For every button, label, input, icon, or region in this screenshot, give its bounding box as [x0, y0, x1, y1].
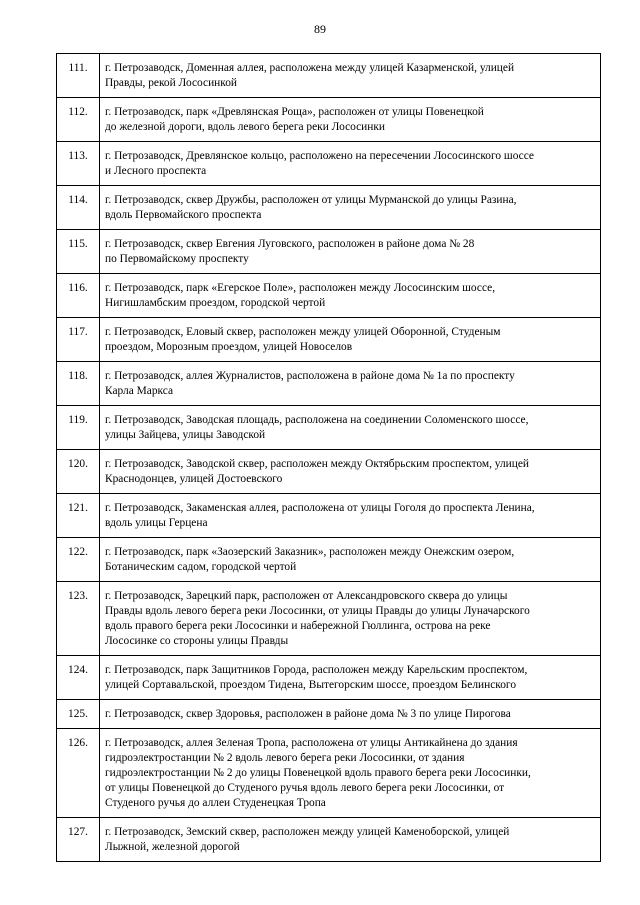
row-description: [100, 186, 601, 230]
row-description: [100, 818, 601, 862]
registry-table-body: [57, 54, 601, 862]
row-description: [100, 700, 601, 729]
description-line: г. Петрозаводск, сквер Евгения Луговского, расположен в районе дома № 28: [105, 238, 475, 250]
row-description: [100, 54, 601, 98]
table-row: [57, 142, 601, 186]
description-line: Правды вдоль левого берега реки Лососинки, от улицы Правды до улицы Луначарского: [105, 605, 530, 617]
registry-table: [56, 53, 601, 862]
description-line: и Лесного проспекта: [105, 165, 207, 177]
description-line: Студеного ручья до аллеи Студенецкая Тропа: [105, 797, 326, 809]
row-number: 127.: [57, 818, 100, 862]
table-row: [57, 582, 601, 656]
description-line: г. Петрозаводск, сквер Дружбы, расположен от улицы Мурманской до улицы Разина,: [105, 194, 517, 206]
description-line: вдоль улицы Герцена: [105, 517, 208, 529]
table-row: [57, 318, 601, 362]
table-row: [57, 450, 601, 494]
description-line: по Первомайскому проспекту: [105, 253, 249, 265]
description-line: г. Петрозаводск, Древлянское кольцо, расположено на пересечении Лососинского шоссе: [105, 150, 534, 162]
description-line: г. Петрозаводск, парк «Заозерский Заказник», расположен между Онежским озером,: [105, 546, 515, 558]
table-row: [57, 538, 601, 582]
row-number: 115.: [57, 230, 100, 274]
row-number: 124.: [57, 656, 100, 700]
table-row: [57, 54, 601, 98]
table-row: [57, 656, 601, 700]
table-row: [57, 818, 601, 862]
row-number: 114.: [57, 186, 100, 230]
description-line: вдоль Первомайского проспекта: [105, 209, 262, 221]
description-line: г. Петрозаводск, Заводской сквер, расположен между Октябрьским проспектом, улицей: [105, 458, 530, 470]
description-line: Краснодонцев, улицей Достоевского: [105, 473, 283, 485]
row-number: 122.: [57, 538, 100, 582]
description-line: г. Петрозаводск, Закаменская аллея, расположена от улицы Гоголя до проспекта Ленина,: [105, 502, 535, 514]
row-description: [100, 406, 601, 450]
description-line: улицы Зайцева, улицы Заводской: [105, 429, 266, 441]
row-description: [100, 230, 601, 274]
table-row: [57, 700, 601, 729]
description-line: гидроэлектростанции № 2 до улицы Повенецкой вдоль правого берега реки Лососинки,: [105, 767, 531, 779]
row-number: 117.: [57, 318, 100, 362]
row-number: 120.: [57, 450, 100, 494]
table-row: [57, 186, 601, 230]
description-line: г. Петрозаводск, Зарецкий парк, расположен от Александровского сквера до улицы: [105, 590, 508, 602]
description-line: г. Петрозаводск, Доменная аллея, расположена между улицей Казарменской, улицей: [105, 62, 515, 74]
description-line: г. Петрозаводск, Земский сквер, расположен между улицей Каменоборской, улицей: [105, 826, 510, 838]
row-number: 119.: [57, 406, 100, 450]
row-number: 112.: [57, 98, 100, 142]
row-number: 123.: [57, 582, 100, 656]
table-row: [57, 274, 601, 318]
table-row: [57, 362, 601, 406]
row-description: [100, 729, 601, 818]
row-number: 113.: [57, 142, 100, 186]
row-number: 126.: [57, 729, 100, 818]
description-line: проездом, Морозным проездом, улицей Новоселов: [105, 341, 353, 353]
table-row: [57, 230, 601, 274]
description-line: вдоль правого берега реки Лососинки и набережной Гюллинга, острова на реке: [105, 620, 491, 632]
description-line: г. Петрозаводск, Заводская площадь, расположена на соединении Соломенского шоссе,: [105, 414, 529, 426]
description-line: г. Петрозаводск, аллея Журналистов, расположена в районе дома № 1а по проспекту: [105, 370, 515, 382]
description-line: Нигишламбским проездом, городской чертой: [105, 297, 326, 309]
row-number: 121.: [57, 494, 100, 538]
row-description: [100, 538, 601, 582]
description-line: Карла Маркса: [105, 385, 174, 397]
description-line: г. Петрозаводск, сквер Здоровья, расположен в районе дома № 3 по улице Пирогова: [105, 708, 511, 720]
row-description: [100, 656, 601, 700]
page-number: 89: [314, 22, 326, 36]
row-number: 116.: [57, 274, 100, 318]
description-line: гидроэлектростанции № 2 вдоль левого берега реки Лососинки, от здания: [105, 752, 465, 764]
row-number: 111.: [57, 54, 100, 98]
row-description: [100, 362, 601, 406]
table-row: [57, 494, 601, 538]
row-description: [100, 582, 601, 656]
description-line: г. Петрозаводск, парк «Егерское Поле», расположен между Лососинским шоссе,: [105, 282, 496, 294]
description-line: Правды, рекой Лососинкой: [105, 77, 238, 89]
description-line: г. Петрозаводск, парк «Древлянская Роща», расположен от улицы Повенецкой: [105, 106, 484, 118]
description-line: Лыжной, железной дорогой: [105, 841, 240, 853]
description-line: г. Петрозаводск, Еловый сквер, расположен между улицей Оборонной, Студеным: [105, 326, 501, 338]
table-row: [57, 729, 601, 818]
row-number: 118.: [57, 362, 100, 406]
row-description: [100, 450, 601, 494]
description-line: Лососинке со стороны улицы Правды: [105, 635, 289, 647]
row-description: [100, 142, 601, 186]
description-line: улицей Сортавальской, проездом Тидена, Вытегорским шоссе, проездом Белинского: [105, 679, 517, 691]
description-line: г. Петрозаводск, аллея Зеленая Тропа, расположена от улицы Антикайнена до здания: [105, 737, 518, 749]
row-description: [100, 274, 601, 318]
description-line: г. Петрозаводск, парк Защитников Города, расположен между Карельским проспектом,: [105, 664, 528, 676]
row-description: [100, 494, 601, 538]
table-row: [57, 406, 601, 450]
description-line: от улицы Повенецкой до Студеного ручья вдоль левого берега реки Лососинки, от: [105, 782, 505, 794]
description-line: до железной дороги, вдоль левого берега реки Лососинки: [105, 121, 385, 133]
row-description: [100, 98, 601, 142]
row-number: 125.: [57, 700, 100, 729]
table-row: [57, 98, 601, 142]
description-line: Ботаническим садом, городской чертой: [105, 561, 297, 573]
row-description: [100, 318, 601, 362]
